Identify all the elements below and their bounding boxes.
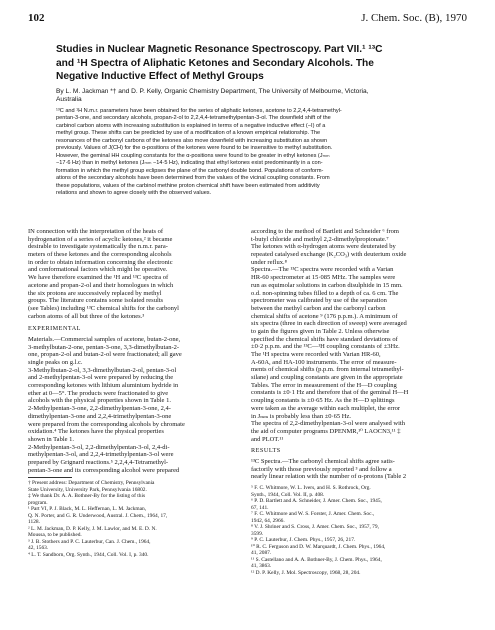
text-line: specified the chemical shifts have standard deviations of <box>251 335 398 343</box>
text-line: t-butyl chloride and methyl 2,2-dimethylpropionate.⁷ <box>251 235 389 243</box>
text-line: ether at 0—5°. The products were fractionated to give <box>28 389 169 397</box>
footnotes-left <box>28 480 238 558</box>
text-line: spectrometer was calibrated by use of the separation <box>251 297 387 305</box>
text-line: run as equimolar solutions in carbon disulphide in 15 mm. <box>251 281 403 289</box>
text-line: hydrogenation of a series of acyclic ketones,² it became <box>28 235 173 243</box>
text-line: groups. The literature contains some isolated results <box>28 297 164 305</box>
text-line: IN connection with the interpretation of the heats of <box>28 228 164 235</box>
spectra-text <box>251 228 461 443</box>
text-line: Tables. The error in measurement of the H—D coupling <box>251 381 397 389</box>
text-line: 3-Methylbutan-2-ol, 3,3-dimethylbutan-2-ol, pentan-3-ol <box>28 366 177 374</box>
text-line: The spectra of 2,2-dimethylpentan-3-ol were analysed with <box>251 420 405 428</box>
footnote-line: ‡ We thank Dr. A. A. Bothner-By for the listing of this <box>28 493 146 500</box>
title-line: and ¹H Spectra of Aliphatic Ketones and Secondary Alcohols. The <box>56 57 374 69</box>
text-line: 2-Methylpentan-3-one, 2,2-dimethylpentan-3-one, 2,4- <box>28 405 171 413</box>
abstract-line: previously. Values of J(CH) for the α-positions of the ketones were found to be insensitive to methyl substitution. <box>56 145 333 152</box>
text-line: constants is ±0·1 Hz and therefore that of the geminal H—H <box>251 389 409 397</box>
text-line: and PLOT.¹¹ <box>251 435 284 443</box>
abstract-line: resonances of the carbonyl carbons of the ketones also move downfield with increasing substitution as shown <box>56 137 328 144</box>
text-line: The ketones with α-hydrogen atoms were deuterated by <box>251 243 396 251</box>
abstract-line: ations of the secondary alcohols have been determined from the values of the vicinal coupling constants. From <box>56 175 330 182</box>
abstract-line: pentan-3-one, and secondary alcohols, propan-2-ol to 2,2,4,4-tetramethylpentan-3-ol. The downfield shift of the <box>56 115 331 122</box>
title-line: Negative Inductive Effect of Methyl Groups <box>56 71 264 82</box>
text-line: chemical shifts of acetone ⁹ (176 p.p.m.). A minimum of <box>251 312 398 320</box>
text-line: oxidation.⁴ The ketones have the physical properties <box>28 428 164 436</box>
footnote-line: program. <box>28 499 48 506</box>
footnote-line: Q. N. Porter, and G. R. Underwood, Austral. J. Chem., 1964, 17, <box>28 512 168 519</box>
abstract-line: these populations, values of the carbinol methine proton chemical shift have been estimated from additivity <box>56 182 320 189</box>
text-line: 2-Methylpentan-3-ol, 2,2-dimethylpentan-3-ol, 2,4-di- <box>28 443 170 451</box>
footnote-line: ⁹ P. C. Lauterbur, J. Chem. Phys., 1957, 26, 217. <box>251 537 356 543</box>
footnote-line: 42, 1563. <box>28 545 49 552</box>
footnote-line: ¹² D. P. Kelly, J. Mol. Spectroscopy, 1968, 28, 204. <box>251 569 361 576</box>
text-line: in order to obtain information concerning the electronic <box>28 258 173 266</box>
footnote-line: ¹ Part VI, P. J. Black, M. L. Heffernan, L. M. Jackman, <box>28 506 147 513</box>
text-line: the aid of computer programs DPENMR,¹⁰ LAOCN3,¹¹ ‡ <box>251 427 401 435</box>
text-line: (see Tables) including ¹³C chemical shifts for the carbonyl <box>28 304 179 312</box>
text-line: acetone and propan-2-ol and their homologues in which <box>28 281 174 289</box>
footnote-line: 1942, 64, 2966. <box>251 517 285 524</box>
right-column <box>251 228 461 576</box>
text-line: The ¹H spectra were recorded with Varian HR-60, <box>251 351 381 358</box>
author-byline <box>56 88 466 105</box>
text-line: one, propan-2-ol and butan-2-ol were fractionated; all gave <box>28 351 182 359</box>
text-line: ments of chemical shifts (p.p.m. from internal tetramethyl- <box>251 366 404 374</box>
text-line: prepared by Grignard reactions.⁵ 2,2,4,4-Tetramethyl- <box>28 458 169 466</box>
footnote-line: State University, University Park, Pennsylvania 16802. <box>28 486 147 493</box>
text-line: the six protons are successively replaced by methyl <box>28 289 162 297</box>
text-line: meters of these ketones and the corresponding alcohols <box>28 251 172 259</box>
footnote-line: ⁸ V. J. Shriner and S. Cross, J. Amer. Chem. Soc., 1957, 79, <box>251 524 379 530</box>
text-line: 3-methylbutan-2-one, pentan-3-one, 3,3-dimethylbutan-2- <box>28 343 180 351</box>
abstract-line: However, the geminal HH coupling constants for the α-positions were found to be greater in ethyl ketones (Jₘₘ <box>56 152 330 159</box>
footnote-line: Synth., 1944, Coll. Vol. II, p. 408. <box>251 491 325 498</box>
text-line: methylpentan-3-ol, and 2,2,4-trimethylpentan-3-ol were <box>28 451 174 459</box>
section-heading-experimental: EXPERIMENTAL <box>28 325 81 333</box>
footnote-line: 1128. <box>28 519 40 526</box>
abstract <box>56 108 468 197</box>
footnote-line: ⁵ F. C. Whitmore, W. L. Ivers, and H. S. Rothrock, Org. <box>251 485 371 491</box>
footnote-line: ⁶ P. D. Bartlett and A. Schneider, J. Amer. Chem. Soc., 1945, <box>251 498 382 504</box>
page-number: 102 <box>28 12 45 24</box>
text-line: six spectra (three in each direction of sweep) were averaged <box>251 320 407 328</box>
article-title <box>56 43 466 84</box>
footnote-line: 67, 141. <box>251 504 269 511</box>
text-line: factorily with those previously reported ³ and follow a <box>251 465 392 473</box>
footnotes-right <box>251 485 461 576</box>
text-line: were taken as the average within each multiplet, the error <box>251 404 401 412</box>
text-line: pentan-3-one and its corresponding alcohol were prepared <box>28 466 180 474</box>
text-line: A-60A, and HA-100 instruments. The error of measure- <box>251 358 397 366</box>
footnote-rule <box>28 477 72 478</box>
text-line: repeated catalysed exchange (K₂CO₃) with deuterium oxide <box>251 251 407 259</box>
footnote-line: ² L. M. Jackman, D. P. Kelly, J. M. Lawlor, and M. E. D. N. <box>28 525 157 532</box>
text-line: in Jₘₘ is probably less than ±0·65 Hz. <box>251 412 352 420</box>
abstract-line: formation in which the methyl group eclipses the plane of the carbonyl double bond. Populations of conform- <box>56 167 324 174</box>
text-line: dimethylpentan-3-one and 2,2,4-trimethylpentan-3-one <box>28 412 172 420</box>
text-line: HR-60 spectrometer at 15·085 MHz. The samples were <box>251 274 396 282</box>
abstract-line: carbinol carbon atoms with increasing substitution is explained in terms of a negative inductive effect (−I) of a <box>56 122 326 129</box>
title-line: Studies in Nuclear Magnetic Resonance Spectroscopy. Part VII.¹ ¹³C <box>56 44 383 55</box>
running-header <box>28 12 467 26</box>
text-line: nearly linear relation with the number of α-protons (Table 2 <box>251 473 407 481</box>
footnote-line: ¹¹ S. Castellano and A. A. Bothner-By, J. Chem. Phys., 1964, <box>251 556 382 563</box>
experimental-text <box>28 336 238 474</box>
footnote-line: ⁷ F. C. Whitmore and W. S. Forster, J. Amer. Chem. Soc., <box>251 511 375 517</box>
text-line: coupling constants is ±0·65 Hz. As the H—D splittings <box>251 397 395 405</box>
text-line: between the methyl carbon and the carbonyl carbon <box>251 304 386 312</box>
text-line: were prepared from the corresponding alcohols by chromate <box>28 420 185 428</box>
text-line: carbon atoms of all but three of the ketones.³ <box>28 312 145 320</box>
text-line: ¹³C Spectra.—The carbonyl chemical shifts agree satis- <box>251 457 395 465</box>
footnote-line: ³ J. B. Stothers and P. C. Lauterbur, Can. J. Chem., 1964, <box>28 538 151 545</box>
text-line: silane) and coupling constants are given in the appropriate <box>251 374 403 382</box>
text-line: o.d. non-spinning tubes filled to a depth of ca. 6 cm. The <box>251 289 399 297</box>
abstract-line: −17·6 Hz) than in methyl ketones (Jₘₘ −14·5 Hz), indicating that ethyl ketones exist predominantly in a con- <box>56 160 323 167</box>
abstract-line: methyl group. These shifts can be predicted by use of a modification of a known empirical relationship. The <box>56 130 321 137</box>
text-line: under reflux.⁸ <box>251 258 287 266</box>
abstract-line: relations and shown to agree closely with the observed values. <box>56 189 212 196</box>
footnote-line: Moussa, to be published. <box>28 532 82 539</box>
footnote-line: 41, 2087. <box>251 550 272 556</box>
text-line: alcohols with the physical properties shown in Table 1. <box>28 397 171 405</box>
text-line: single peaks on g.l.c. <box>28 359 83 366</box>
introduction-text <box>28 228 238 320</box>
text-line: according to the method of Bartlett and Schneider ⁶ from <box>251 228 399 235</box>
footnote-line: ⁴ L. T. Sandborn, Org. Synth., 1944, Coll. Vol. I, p. 340. <box>28 551 149 558</box>
results-text <box>251 458 461 481</box>
text-line: shown in Table 1. <box>28 435 75 443</box>
text-line: corresponding ketones with lithium aluminium hydride in <box>28 382 179 390</box>
text-line: ±0·2 p.p.m. and the ¹³C—¹H coupling constants of ±3Hz. <box>251 343 400 351</box>
section-heading-results: RESULTS <box>251 447 281 455</box>
text-line: to gain the figures given in Table 2. Unless otherwise <box>251 327 390 335</box>
abstract-line: ¹³C and ¹H N.m.r. parameters have been obtained for the series of aliphatic ketones, acetone to 2,2,4,4-tetramethyl- <box>56 108 342 114</box>
text-line: Materials.—Commercial samples of acetone, butan-2-one, <box>28 335 181 343</box>
footnote-line: 3599. <box>251 530 264 537</box>
footnote-line: 41, 3863. <box>251 563 272 569</box>
footnote-line: † Present address: Department of Chemistry, Pennsylvania <box>28 480 155 487</box>
text-line: desirable to investigate systematically the n.m.r. para- <box>28 243 168 251</box>
left-column <box>28 228 238 558</box>
text-line: and 2-methylpentan-3-ol were prepared by reducing the <box>28 374 174 382</box>
text-line: and conformational factors which might be operative. <box>28 266 168 274</box>
journal-citation: J. Chem. Soc. (B), 1970 <box>361 12 467 24</box>
text-line: We have therefore examined the ¹H and ¹³C spectra of <box>28 274 169 282</box>
text-line: Spectra.—The ¹³C spectra were recorded with a Varian <box>251 266 394 274</box>
byline-line: By L. M. Jackman *† and D. P. Kelly, Organic Chemistry Department, The University of Melbourne, Victoria, <box>56 88 369 95</box>
byline-line: Australia <box>56 96 82 104</box>
footnote-line: ¹⁰ R. C. Ferguson and D. W. Marquardt, J. Chem. Phys., 1964, <box>251 543 386 550</box>
